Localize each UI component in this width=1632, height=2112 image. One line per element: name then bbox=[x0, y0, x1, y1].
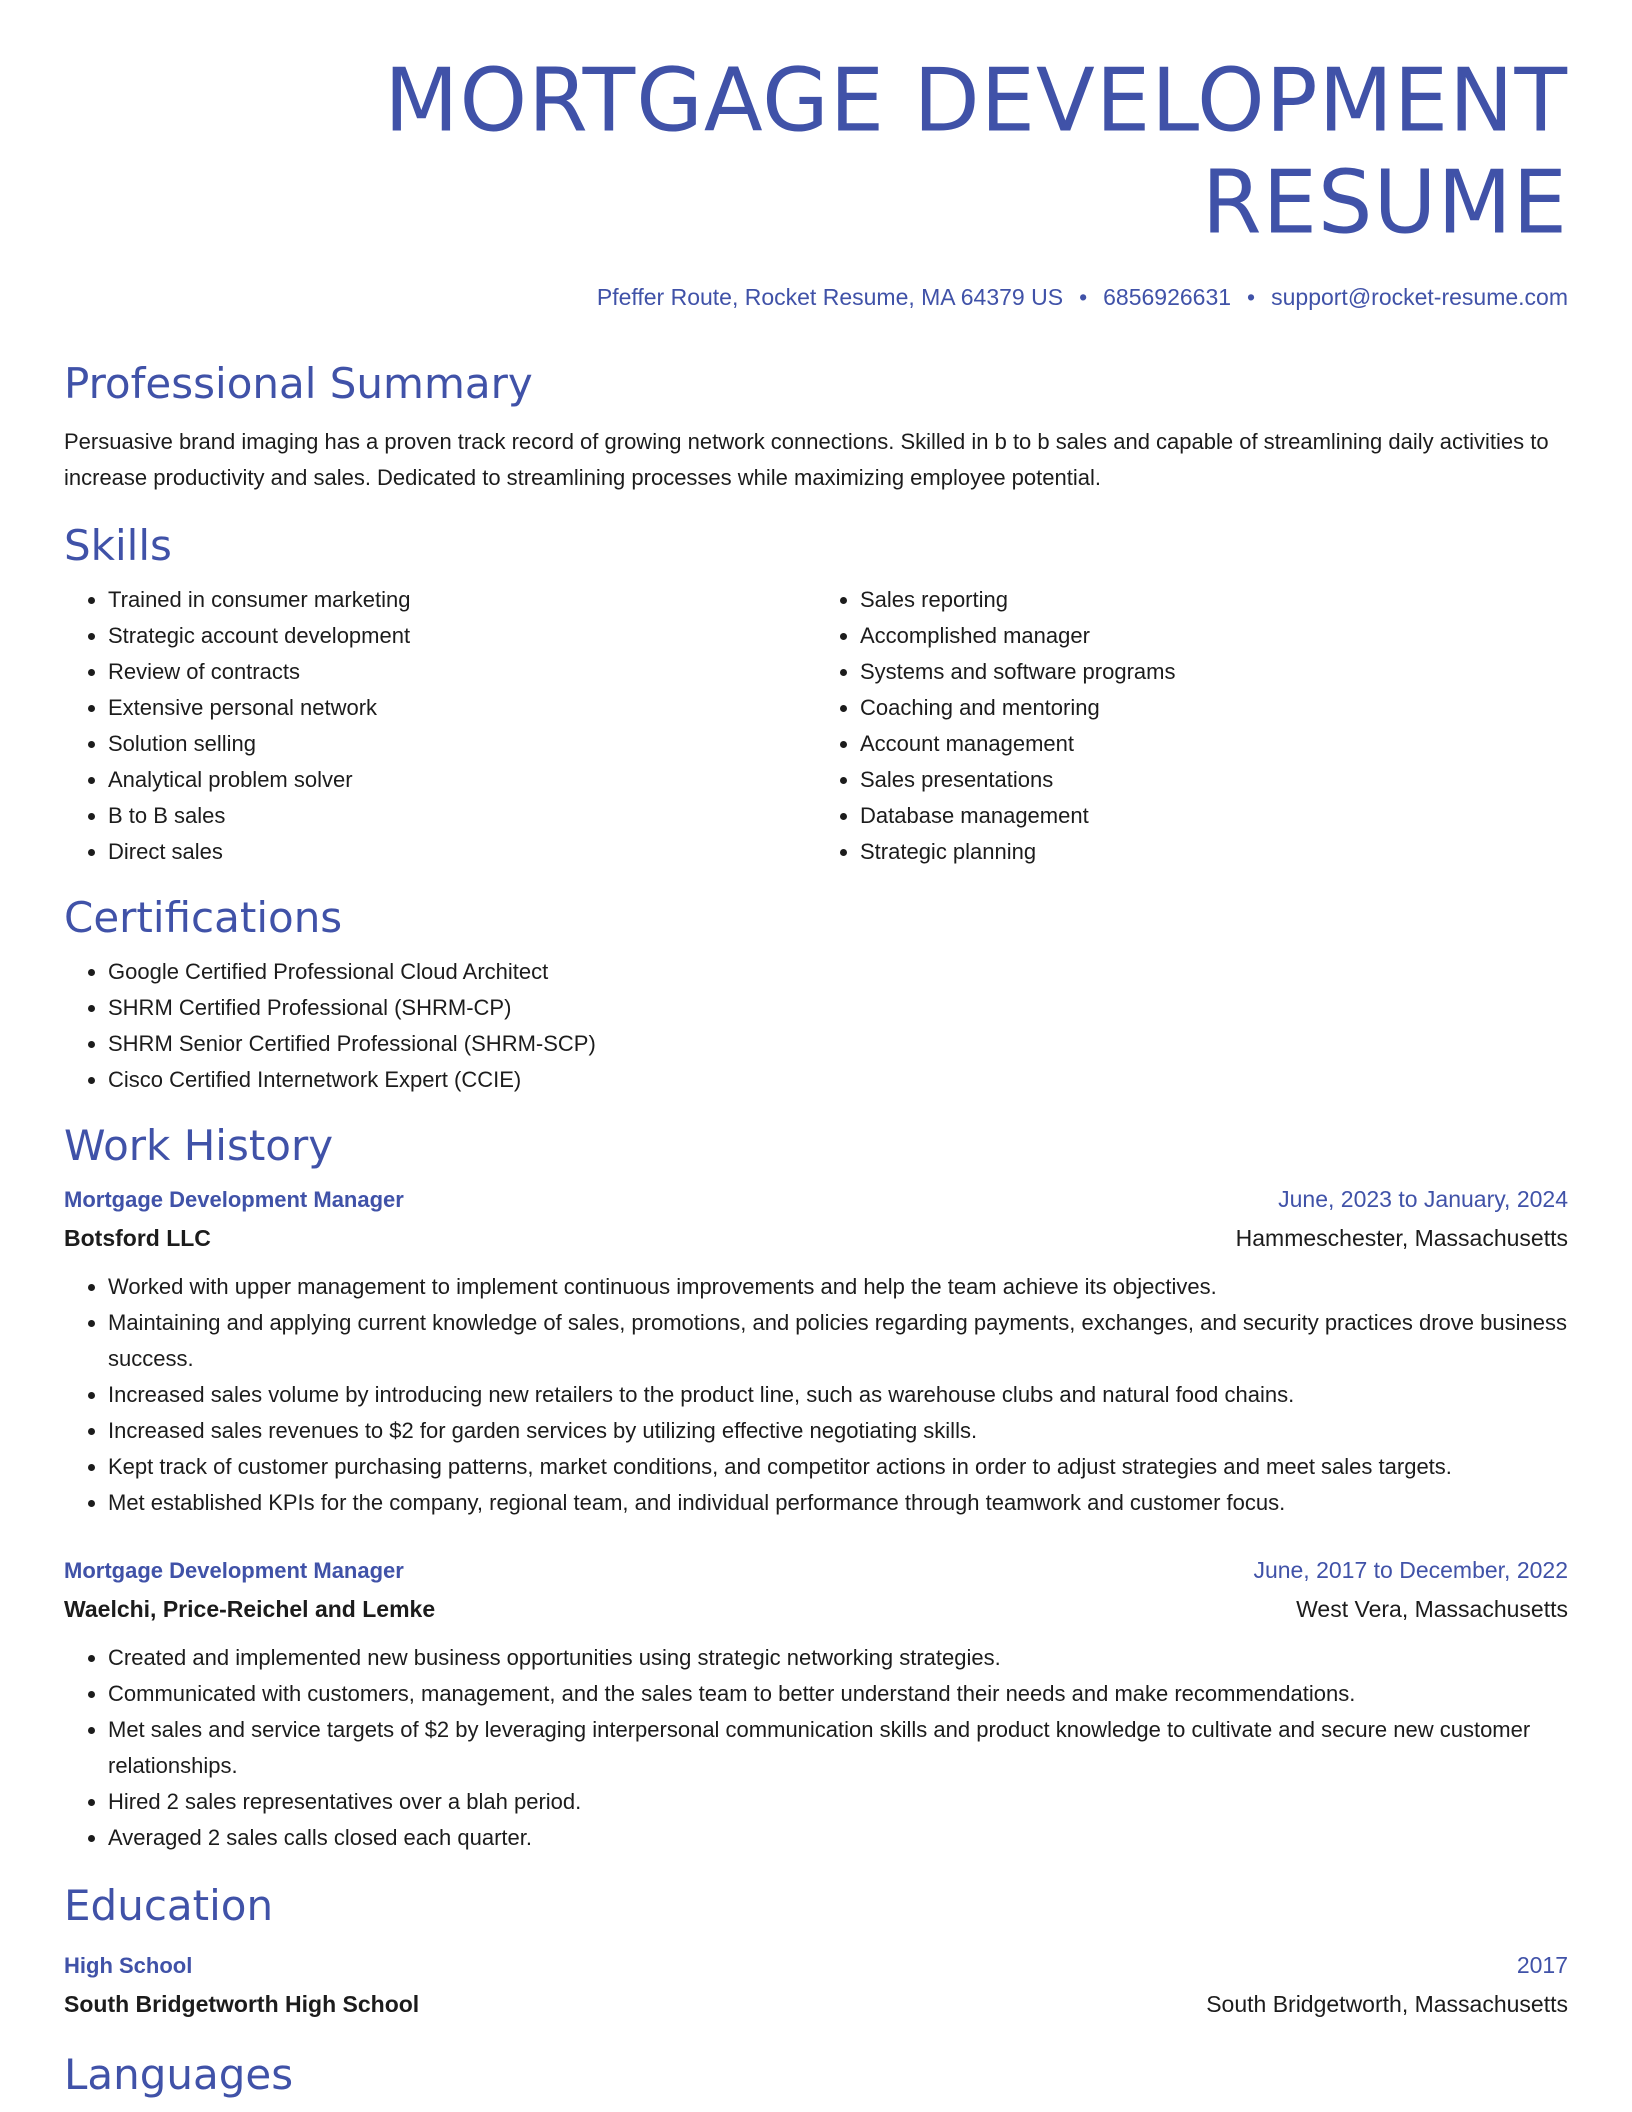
skill-item: • Database management bbox=[860, 798, 1568, 834]
resume-page bbox=[64, 0, 1568, 2101]
certification-item: • SHRM Senior Certified Professional (SHRM-SCP) bbox=[108, 1026, 1568, 1062]
job-bullet: • Increased sales revenues to $2 for garden services by utilizing effective negotiating skills. bbox=[108, 1413, 1568, 1449]
skill-item: • Coaching and mentoring bbox=[860, 690, 1568, 726]
skill-item: • Review of contracts bbox=[108, 654, 816, 690]
skill-item: • Solution selling bbox=[108, 726, 816, 762]
education-year: 2017 bbox=[1516, 1952, 1568, 1978]
education-school: South Bridgetworth High School bbox=[64, 1991, 420, 2017]
summary-text: Persuasive brand imaging has a proven track record of growing network connections. Skilled in b to b sales and capable of streamlining daily activities to increase productivity and sales. Dedicated to streamlining processes while maximizing employee potential. bbox=[64, 429, 1549, 490]
job-company: Waelchi, Price-Reichel and Lemke bbox=[64, 1596, 436, 1622]
skill-item: • Account management bbox=[860, 726, 1568, 762]
contact-email[interactable]: support@rocket-resume.com bbox=[1271, 284, 1568, 310]
section-heading-work-history: Work History bbox=[64, 1121, 334, 1170]
contact-separator: • bbox=[1247, 284, 1256, 310]
contact-separator: • bbox=[1079, 284, 1088, 310]
job-bullet: • Increased sales volume by introducing new retailers to the product line, such as warehouse clubs and natural food chains. bbox=[108, 1377, 1568, 1413]
skill-item: • B to B sales bbox=[108, 798, 816, 834]
job-bullet: • Communicated with customers, management, and the sales team to better understand their needs and make recommendations. bbox=[108, 1676, 1568, 1712]
job-company: Botsford LLC bbox=[64, 1225, 211, 1251]
skill-item: • Trained in consumer marketing bbox=[108, 582, 816, 618]
skills-columns bbox=[64, 582, 1568, 870]
job-location: West Vera, Massachusetts bbox=[1296, 1596, 1568, 1622]
certification-item: • SHRM Certified Professional (SHRM-CP) bbox=[108, 990, 1568, 1026]
skills-list-left bbox=[64, 582, 816, 870]
education-location: South Bridgetworth, Massachusetts bbox=[1206, 1991, 1568, 2017]
skill-item: • Sales presentations bbox=[860, 762, 1568, 798]
job-bullet: • Kept track of customer purchasing patterns, market conditions, and competitor actions in order to adjust strategies and meet sales targets. bbox=[108, 1449, 1568, 1485]
job-bullet: • Averaged 2 sales calls closed each quarter. bbox=[108, 1820, 1568, 1856]
skill-item: • Sales reporting bbox=[860, 582, 1568, 618]
skill-item: • Strategic planning bbox=[860, 834, 1568, 870]
job-bullet: • Met sales and service targets of $2 by leveraging interpersonal communication skills and product knowledge to cultivate and secure new customer relationships. bbox=[108, 1712, 1568, 1784]
job-bullet: • Worked with upper management to implement continuous improvements and help the team achieve its objectives. bbox=[108, 1269, 1568, 1305]
contact-line bbox=[64, 280, 1568, 314]
job-bullet: • Maintaining and applying current knowledge of sales, promotions, and policies regarding payments, exchanges, and security practices drove business success. bbox=[108, 1305, 1568, 1377]
section-heading-summary: Professional Summary bbox=[64, 359, 533, 408]
section-heading-skills: Skills bbox=[64, 521, 172, 570]
education-degree: High School bbox=[64, 1953, 193, 1978]
certification-item: • Google Certified Professional Cloud Architect bbox=[108, 954, 1568, 990]
education-school-row bbox=[64, 1985, 1568, 2023]
job-bullet: • Hired 2 sales representatives over a blah period. bbox=[108, 1784, 1568, 1820]
job-company-row bbox=[64, 1219, 1568, 1257]
section-heading-education: Education bbox=[64, 1881, 274, 1930]
job-entry bbox=[64, 1180, 1568, 1521]
skill-item: • Analytical problem solver bbox=[108, 762, 816, 798]
contact-address: Pfeffer Route, Rocket Resume, MA 64379 US bbox=[596, 284, 1064, 310]
job-bullet: • Created and implemented new business opportunities using strategic networking strategies. bbox=[108, 1640, 1568, 1676]
job-dates: June, 2017 to December, 2022 bbox=[1253, 1557, 1568, 1583]
job-entry bbox=[64, 1551, 1568, 1856]
job-company-row bbox=[64, 1590, 1568, 1628]
section-heading-languages: Languages bbox=[64, 2050, 294, 2099]
job-title: Mortgage Development Manager bbox=[64, 1558, 404, 1583]
education-entry bbox=[64, 1946, 1568, 2023]
resume-title: MORTGAGE DEVELOPMENT RESUME bbox=[384, 50, 1568, 254]
job-bullets bbox=[64, 1269, 1568, 1521]
skill-item: • Accomplished manager bbox=[860, 618, 1568, 654]
contact-phone: 6856926631 bbox=[1103, 284, 1232, 310]
skill-item: • Strategic account development bbox=[108, 618, 816, 654]
job-bullets bbox=[64, 1640, 1568, 1856]
job-header-row bbox=[64, 1180, 1568, 1219]
job-bullet: • Met established KPIs for the company, regional team, and individual performance through teamwork and customer focus. bbox=[108, 1485, 1568, 1521]
job-dates: June, 2023 to January, 2024 bbox=[1278, 1186, 1568, 1212]
job-header-row bbox=[64, 1551, 1568, 1590]
skill-item: • Systems and software programs bbox=[860, 654, 1568, 690]
certifications-list bbox=[64, 954, 1568, 1098]
skill-item: • Extensive personal network bbox=[108, 690, 816, 726]
skill-item: • Direct sales bbox=[108, 834, 816, 870]
job-location: Hammeschester, Massachusetts bbox=[1235, 1225, 1568, 1251]
certification-item: • Cisco Certified Internetwork Expert (CCIE) bbox=[108, 1062, 1568, 1098]
skills-list-right bbox=[816, 582, 1568, 870]
section-heading-certifications: Certifications bbox=[64, 893, 343, 942]
job-title: Mortgage Development Manager bbox=[64, 1187, 404, 1212]
education-header-row bbox=[64, 1946, 1568, 1985]
